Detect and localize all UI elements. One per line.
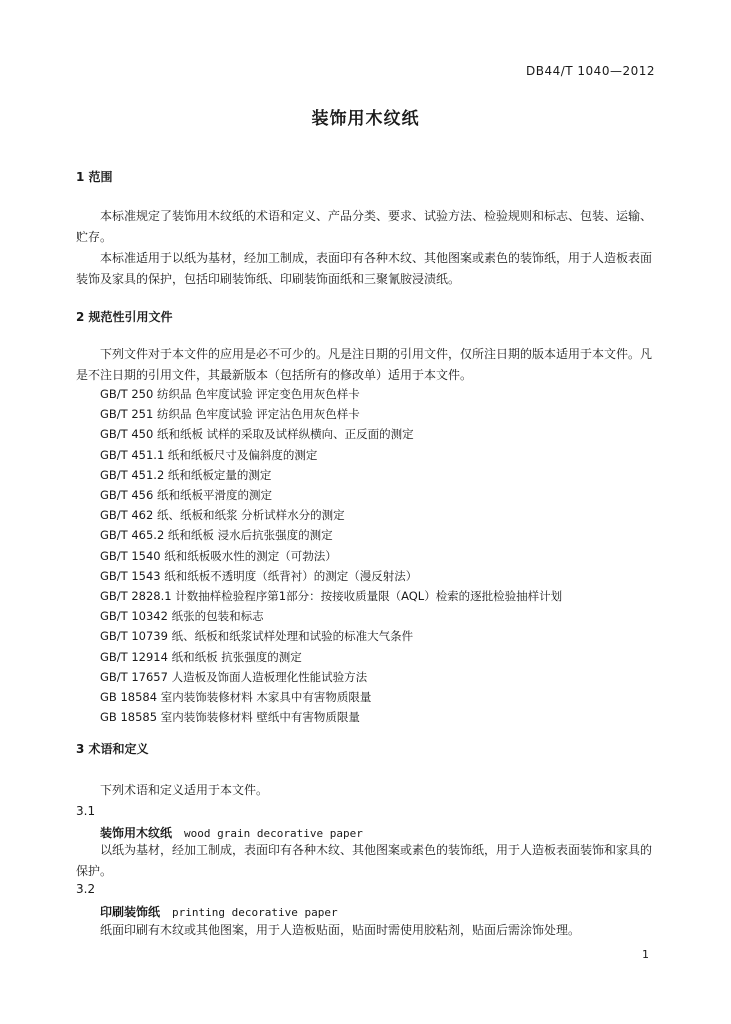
term-name-cn: 装饰用木纹纸 <box>100 826 173 840</box>
page-number: 1 <box>642 948 649 961</box>
reference-item: GB/T 12914 纸和纸板 抗张强度的测定 <box>100 649 302 664</box>
reference-item: GB/T 1543 纸和纸板不透明度（纸背衬）的测定（漫反射法） <box>100 568 418 583</box>
term-number: 3.1 <box>76 804 96 818</box>
document-title: 装饰用木纹纸 <box>311 109 420 129</box>
reference-item: GB/T 1540 纸和纸板吸水性的测定（可勃法） <box>100 548 337 563</box>
term-name-en: printing decorative paper <box>172 906 338 919</box>
reference-item: GB/T 451.2 纸和纸板定量的测定 <box>100 467 272 482</box>
scope-paragraph-1: 本标准规定了装饰用木纹纸的术语和定义、产品分类、要求、试验方法、检验规则和标志、包装、运输、贮存。 <box>76 209 653 244</box>
term-definition: 以纸为基材，经加工制成，表面印有各种木纹、其他图案或素色的装饰纸，用于人造板表面装饰和家具的保护。 <box>76 843 653 878</box>
reference-item: GB/T 465.2 纸和纸板 浸水后抗张强度的测定 <box>100 528 333 543</box>
term-name-cn: 印刷装饰纸 <box>100 905 161 919</box>
reference-item: GB/T 251 纺织品 色牢度试验 评定沾色用灰色样卡 <box>100 407 360 422</box>
reference-item: GB 18584 室内装饰装修材料 木家具中有害物质限量 <box>100 690 372 704</box>
reference-item: GB/T 462 纸、纸板和纸浆 分析试样水分的测定 <box>100 508 345 523</box>
reference-item: GB/T 10342 纸张的包装和标志 <box>100 609 264 624</box>
reference-item: GB 18585 室内装饰装修材料 壁纸中有害物质限量 <box>100 710 360 725</box>
terms-intro: 下列术语和定义适用于本文件。 <box>100 783 269 797</box>
reference-item: GB/T 250 纺织品 色牢度试验 评定变色用灰色样卡 <box>100 387 360 401</box>
section-heading-references: 2 规范性引用文件 <box>76 310 173 324</box>
reference-item: GB/T 10739 纸、纸板和纸浆试样处理和试验的标准大气条件 <box>100 629 414 644</box>
scope-paragraph-2: 本标准适用于以纸为基材，经加工制成，表面印有各种木纹、其他图案或素色的装饰纸，用于人造板表面装饰及家具的保护，包括印刷装饰纸、印刷装饰面纸和三聚氰胺浸渍纸。 <box>76 251 653 286</box>
term-number: 3.2 <box>76 882 96 896</box>
section-heading-scope: 1 范围 <box>76 170 113 184</box>
term-name-en: wood grain decorative paper <box>184 827 363 840</box>
reference-item: GB/T 451.1 纸和纸板尺寸及偏斜度的测定 <box>100 447 318 462</box>
references-intro: 下列文件对于本文件的应用是必不可少的。凡是注日期的引用文件，仅所注日期的版本适用于本文件。凡是不注日期的引用文件，其最新版本（包括所有的修改单）适用于本文件。 <box>76 347 653 382</box>
reference-item: GB/T 450 纸和纸板 试样的采取及试样纵横向、正反面的测定 <box>100 427 414 442</box>
reference-item: GB/T 456 纸和纸板平滑度的测定 <box>100 488 272 502</box>
term-definition: 纸面印刷有木纹或其他图案，用于人造板贴面，贴面时需使用胶粘剂，贴面后需涂饰处理。 <box>100 923 581 937</box>
standard-code: DB44/T 1040—2012 <box>525 64 655 78</box>
reference-item: GB/T 2828.1 计数抽样检验程序第1部分：按接收质量限（AQL）检索的逐批检验抽样计划 <box>100 589 563 603</box>
section-heading-terms: 3 术语和定义 <box>76 742 149 756</box>
reference-item: GB/T 17657 人造板及饰面人造板理化性能试验方法 <box>100 669 368 684</box>
term-title <box>100 824 363 841</box>
term-title <box>100 903 338 920</box>
